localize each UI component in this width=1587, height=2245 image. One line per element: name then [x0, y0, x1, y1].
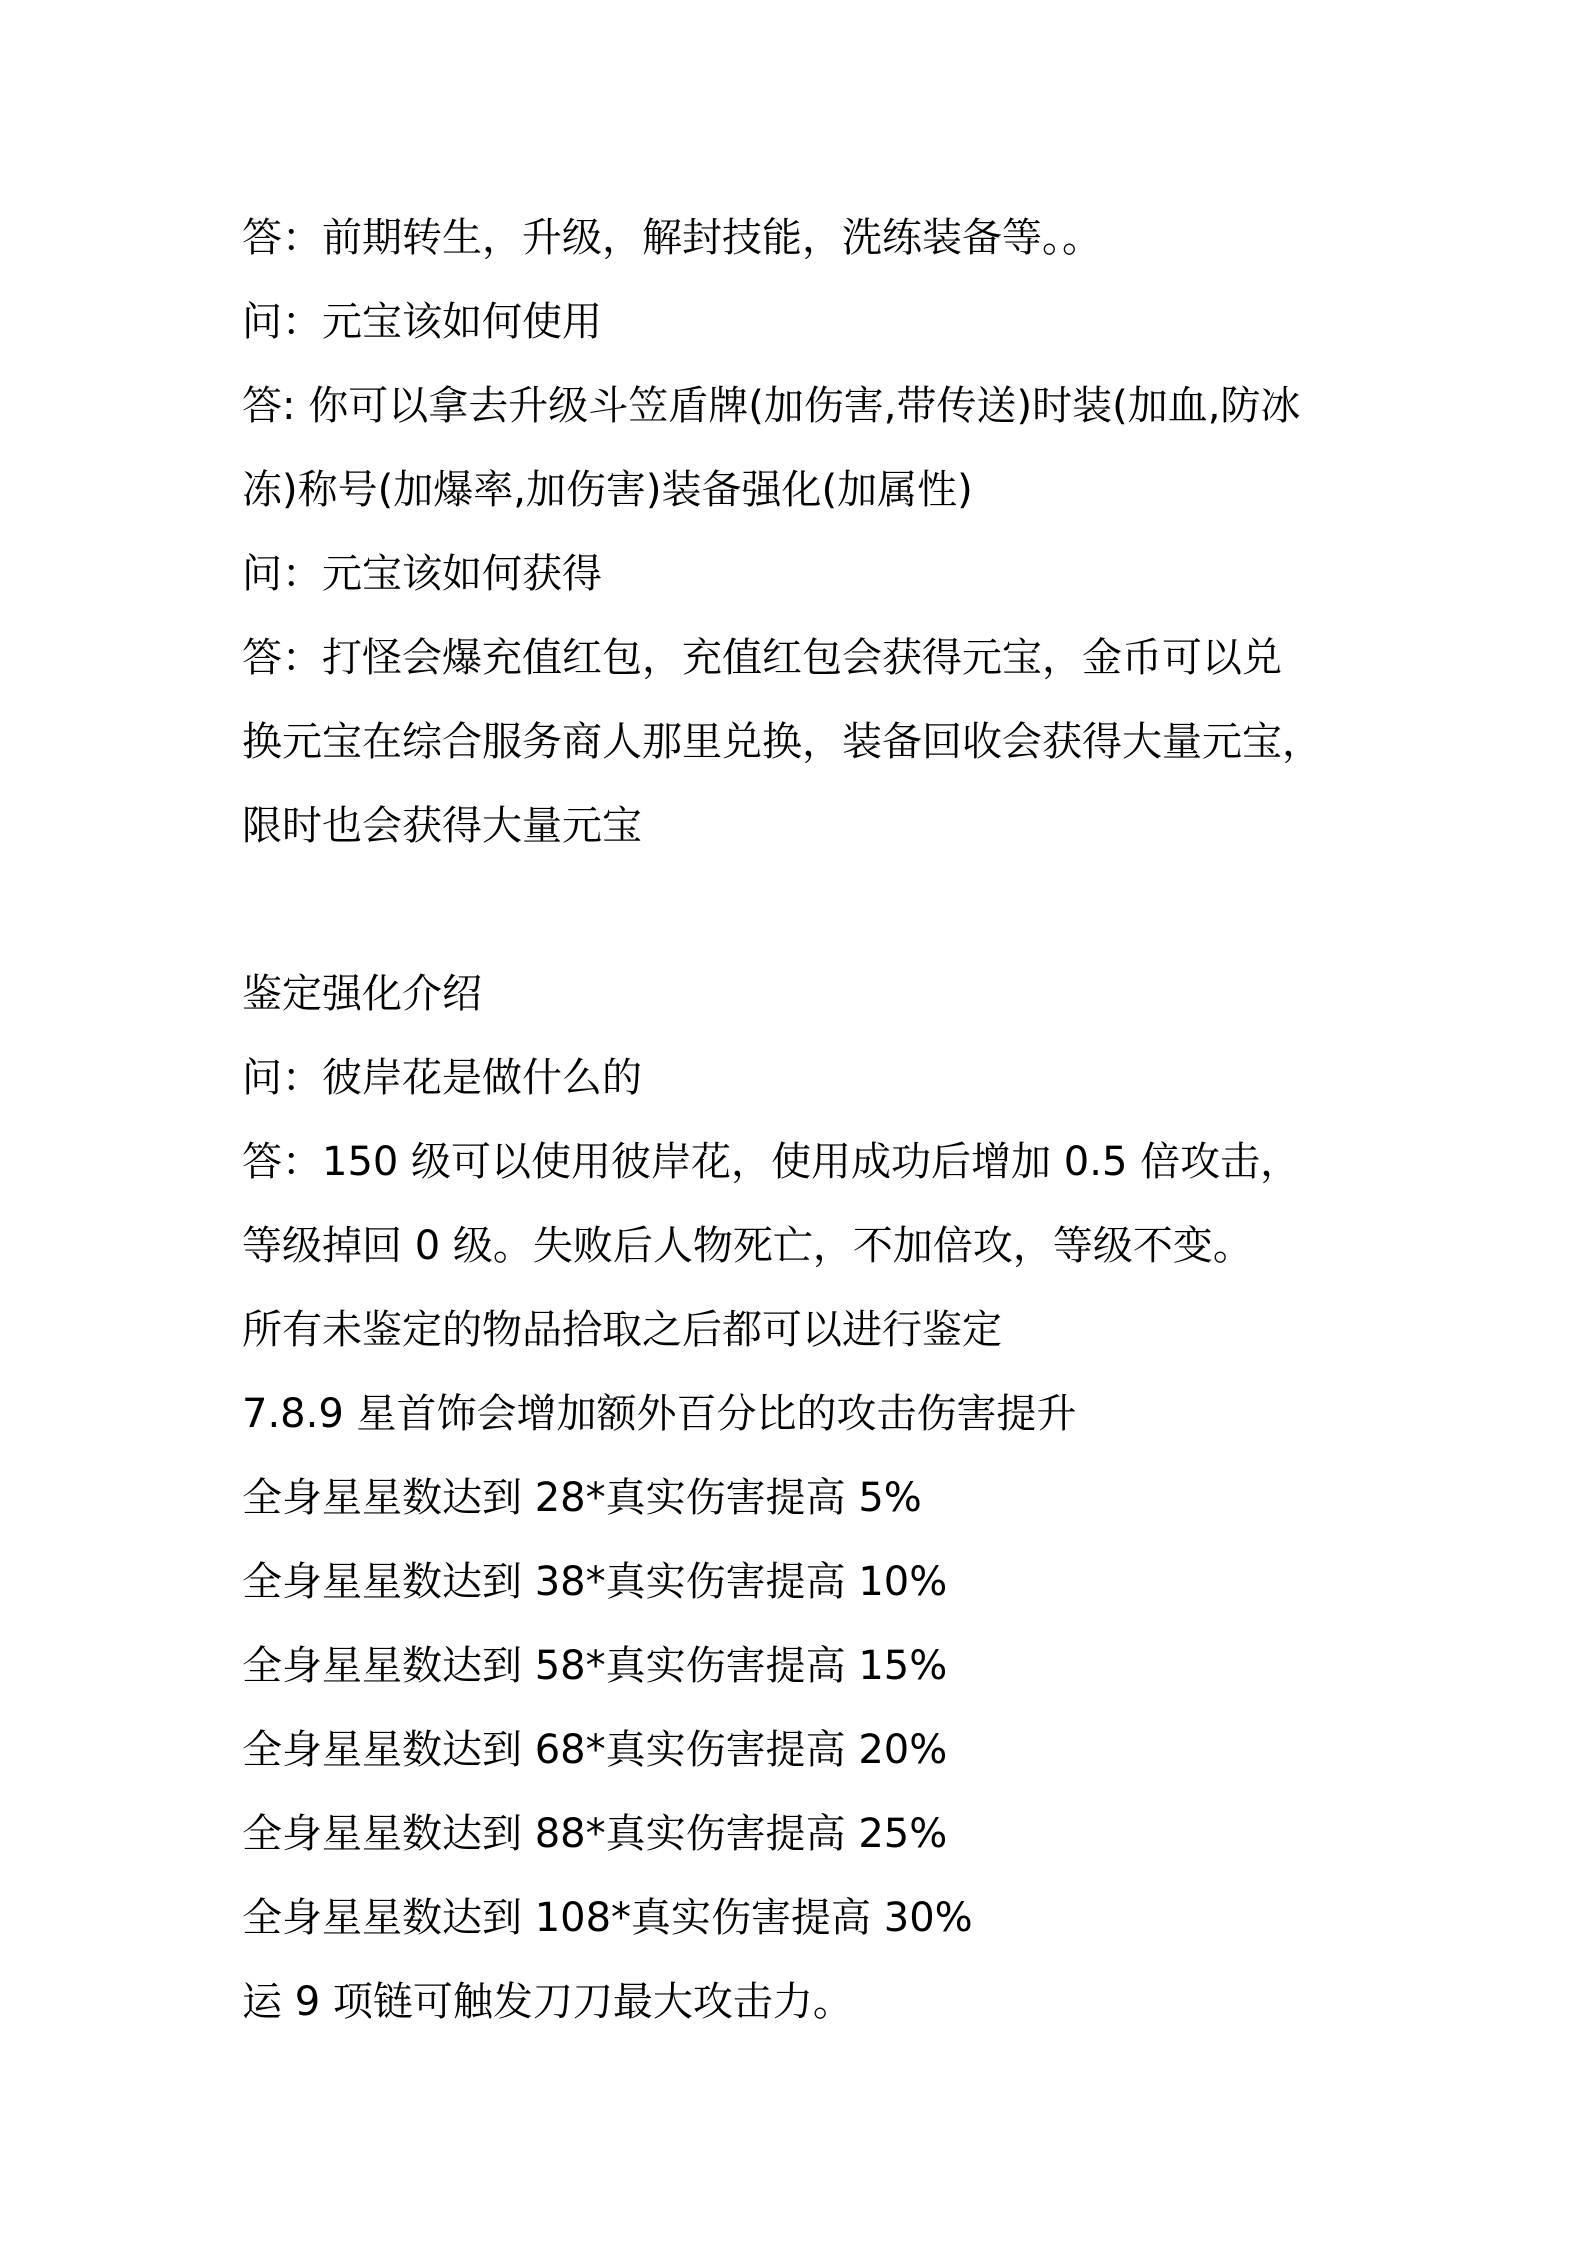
- answer-line-continued: 等级掉回 0 级。失败后人物死亡，不加倍攻，等级不变。: [242, 1223, 1253, 1269]
- star-bonus-line: 全身星星数达到 108*真实伤害提高 30%: [242, 1895, 973, 1941]
- answer-line-continued: 限时也会获得大量元宝: [242, 803, 642, 849]
- answer-line: 答: 你可以拿去升级斗笠盾牌(加伤害,带传送)时装(加血,防冰: [242, 383, 1301, 429]
- star-bonus-line: 全身星星数达到 38*真实伤害提高 10%: [242, 1559, 948, 1605]
- text-line: 运 9 项链可触发刀刀最大攻击力。: [242, 1979, 853, 2025]
- answer-line-continued: 冻)称号(加爆率,加伤害)装备强化(加属性): [242, 467, 973, 513]
- star-bonus-line: 全身星星数达到 28*真实伤害提高 5%: [242, 1475, 922, 1521]
- paragraph-spacer: [242, 868, 1362, 952]
- text-line: 所有未鉴定的物品拾取之后都可以进行鉴定: [242, 1307, 1002, 1353]
- document-body: [242, 196, 1362, 2044]
- section-heading: 鉴定强化介绍: [242, 971, 482, 1017]
- question-line: 问：元宝该如何使用: [242, 299, 602, 345]
- star-bonus-line: 全身星星数达到 58*真实伤害提高 15%: [242, 1643, 948, 1689]
- answer-line: 答：前期转生，升级，解封技能，洗练装备等。。: [242, 215, 1102, 261]
- text-line: 7.8.9 星首饰会增加额外百分比的攻击伤害提升: [242, 1391, 1077, 1437]
- answer-line-continued: 换元宝在综合服务商人那里兑换，装备回收会获得大量元宝，: [242, 719, 1322, 765]
- star-bonus-line: 全身星星数达到 68*真实伤害提高 20%: [242, 1727, 948, 1773]
- answer-line: 答：150 级可以使用彼岸花，使用成功后增加 0.5 倍攻击，: [242, 1139, 1301, 1185]
- question-line: 问：元宝该如何获得: [242, 551, 602, 597]
- answer-line: 答：打怪会爆充值红包，充值红包会获得元宝，金币可以兑: [242, 635, 1282, 681]
- star-bonus-line: 全身星星数达到 88*真实伤害提高 25%: [242, 1811, 948, 1857]
- question-line: 问：彼岸花是做什么的: [242, 1055, 642, 1101]
